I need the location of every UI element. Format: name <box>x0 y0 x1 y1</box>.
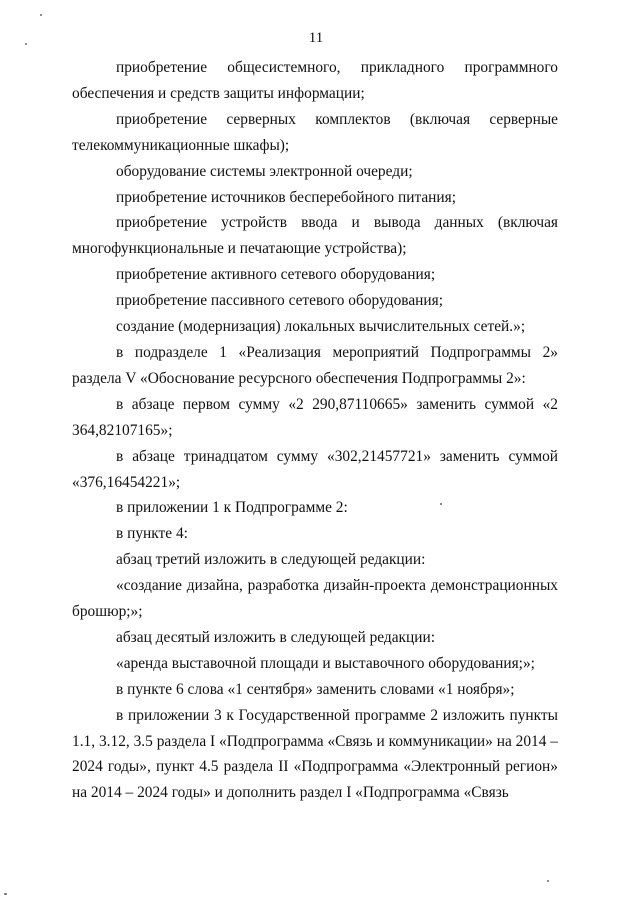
paragraph: в подразделе 1 «Реализация мероприятий Подпрограммы 2» раздела V «Обоснование ресурсного обеспечения Подпрограммы 2»: <box>72 343 558 387</box>
paragraph: создание (модернизация) локальных вычислительных сетей.»; <box>116 318 526 336</box>
paragraph: приобретение общесистемного, прикладного программного обеспечения и средств защиты информации; <box>72 59 558 102</box>
paragraph: абзац десятый изложить в следующей редакции: <box>116 628 436 646</box>
paragraph: в абзаце тринадцатом сумму «302,21457721» заменить суммой «376,16454221»; <box>72 447 558 491</box>
paragraph: приобретение серверных комплектов (включая серверные телекоммуникационные шкафы); <box>72 110 558 154</box>
paragraph: приобретение источников бесперебойного питания; <box>116 188 457 206</box>
paragraph: в пункте 6 слова «1 сентября» заменить словами «1 ноября»; <box>116 680 515 698</box>
scan-speck <box>547 880 549 882</box>
page-number: 11 <box>308 30 324 46</box>
paragraph: оборудование системы электронной очереди; <box>116 162 413 180</box>
paragraph: «аренда выставочной площади и выставочного оборудования;»; <box>116 654 535 672</box>
paragraph: в абзаце первом сумму «2 290,87110665» заменить суммой «2 364,82107165»; <box>72 395 558 439</box>
paragraph: в приложении 1 к Подпрограмме 2: <box>116 499 348 517</box>
scan-speck <box>4 893 7 895</box>
paragraph: абзац третий изложить в следующей редакции: <box>116 551 426 569</box>
paragraph: в приложении 3 к Государственной программе 2 изложить пункты 1.1, 3.12, 3.5 раздела I «Подпрограмма «Связь и коммуникации» на 2014 – 2024 годы», пункт 4.5 раздела II «Подпрограмма «Электронный регион» на 2014 – 2024 годы» и дополнить раздел I «Подпрограмма «Связь <box>72 706 558 802</box>
document-body <box>72 55 558 806</box>
paragraph: «создание дизайна, разработка дизайн-проекта демонстрационных брошюр;»; <box>72 577 558 621</box>
paragraph: приобретение активного сетевого оборудования; <box>116 266 436 284</box>
paragraph: приобретение пассивного сетевого оборудования; <box>116 292 443 310</box>
paragraph: приобретение устройств ввода и вывода данных (включая многофункциональные и печатающие устройства); <box>72 214 558 258</box>
scan-speck <box>40 14 42 16</box>
paragraph: в пункте 4: <box>116 525 188 543</box>
